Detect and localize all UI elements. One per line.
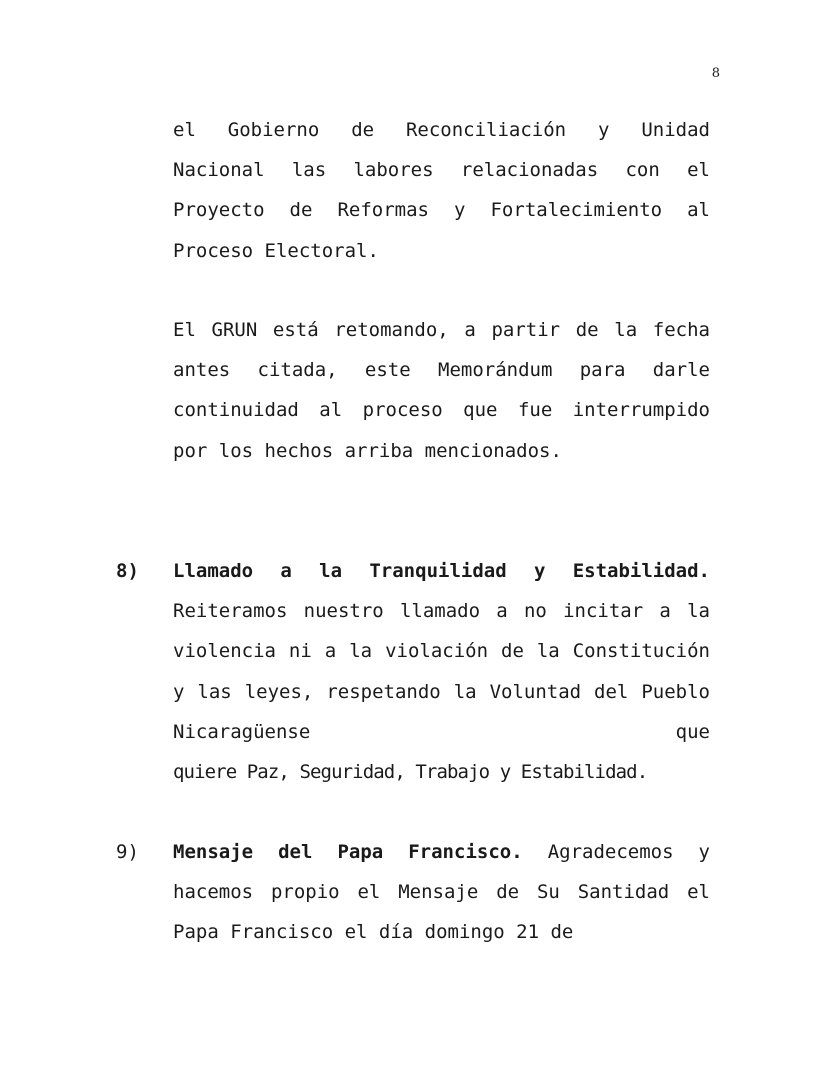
item-8-last-line: quiere Paz, Seguridad, Trabajo y Estabilidad.	[173, 761, 648, 784]
item-9-body: Agradecemos y hacemos propio el Mensaje de Su Santidad el Papa Francisco el día domingo 21 de	[173, 841, 710, 944]
paragraph-gobierno-reconciliacion: el Gobierno de Reconciliación y Unidad Nacional las labores relacionadas con el Proyecto de Reformas y Fortalecimiento al Proceso Electoral.	[173, 119, 710, 262]
item-8-number: 8)	[116, 560, 139, 582]
item-9-paragraph	[173, 832, 710, 953]
item-9-heading: Mensaje del Papa Francisco.	[173, 841, 523, 863]
page-number: 8	[711, 66, 720, 81]
paragraph-grun-memorandum: El GRUN está retomando, a partir de la fecha antes citada, este Memorándum para darle continuidad al proceso que fue interrumpido por los hechos arriba mencionados.	[173, 319, 710, 462]
item-8-heading: Llamado a la Tranquilidad y Estabilidad.	[173, 560, 710, 582]
item-8-paragraph	[173, 551, 710, 792]
item-9-number: 9)	[116, 841, 139, 863]
item-8-body: Reiteramos nuestro llamado a no incitar a la violencia ni a la violación de la Constitución y las leyes, respetando la Voluntad del Pueblo Nicaragüense que	[173, 600, 710, 743]
